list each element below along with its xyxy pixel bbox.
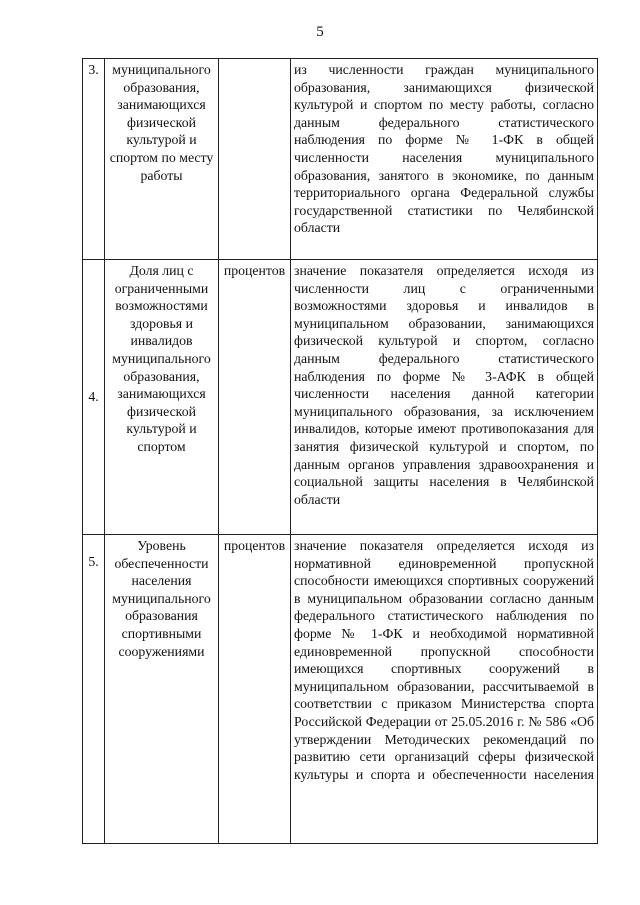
table-row — [83, 535, 598, 844]
unit-of-measure — [219, 59, 291, 260]
unit-of-measure: процентов — [219, 535, 291, 844]
calculation-method: значение показателя определяется исходя из численности лиц с ограниченными возможностями здоровья и инвалидов в муниципальном образовании, занимающихся физической культурой и спортом, согласно данным федерального статистического наблюдения по форме № 3-АФК в общей численности населения данной категории муниципального образования, за исключением инвалидов, которые имеют противопоказания для занятия физической культурой и спортом, по данным органов управления здравоохранения и социальной защиты населения в Челябинской области — [291, 260, 598, 535]
table-row — [83, 260, 598, 535]
indicator-name: Доля лиц с ограниченными возможностями здоровья и инвалидов муниципального образования, занимающихся физической культурой и спортом — [105, 260, 219, 535]
row-number: 3. — [83, 59, 105, 260]
indicator-name: муниципального образования, занимающихся физической культурой и спортом по месту работы — [105, 59, 219, 260]
indicators-table — [82, 58, 598, 844]
table-row — [83, 59, 598, 260]
row-number: 5. — [83, 535, 105, 844]
calculation-method: из численности граждан муниципального образования, занимающихся физической культурой и спортом по месту работы, согласно данным федерального статистического наблюдения по форме № 1-ФК в общей численности населения муниципального образования, занятого в экономике, по данным территориального органа Федеральной службы государственной статистики по Челябинской области — [291, 59, 598, 260]
indicator-name: Уровень обеспеченности населения муниципального образования спортивными сооружениями — [105, 535, 219, 844]
calculation-method: значение показателя определяется исходя из нормативной единовременной пропускной способности имеющихся спортивных сооружений в муниципальном образовании согласно данным федерального статистического наблюдения по форме № 1-ФК и необходимой нормативной единовременной пропускной способности имеющихся спортивных сооружений в муниципальном образовании, рассчитываемой в соответствии с приказом Министерства спорта Российской Федерации от 25.05.2016 г. № 586 «Об утверждении Методических рекомендаций по развитию сети организаций сферы физической культуры и спорта и обеспеченности населения — [291, 535, 598, 844]
row-number: 4. — [83, 260, 105, 535]
page-number: 5 — [316, 24, 324, 40]
unit-of-measure: процентов — [219, 260, 291, 535]
